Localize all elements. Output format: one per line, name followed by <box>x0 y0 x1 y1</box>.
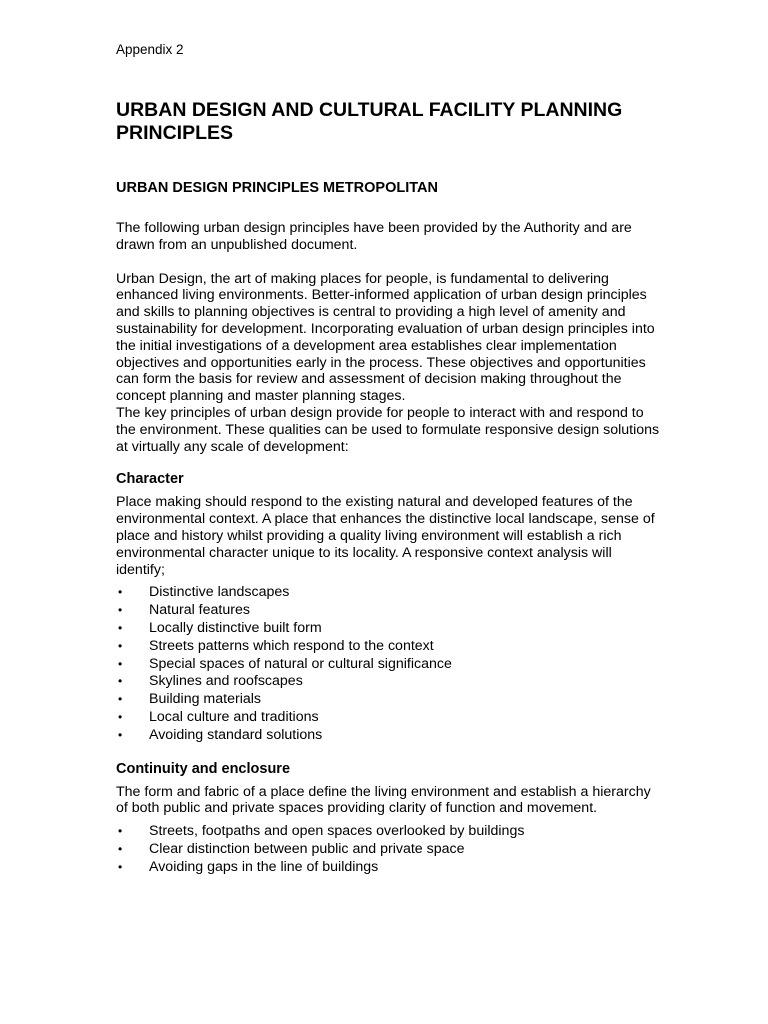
bullet-icon: • <box>118 824 123 839</box>
list-item: • Distinctive landscapes <box>118 584 290 601</box>
bullet-icon: • <box>118 692 123 707</box>
bullet-icon: • <box>118 620 123 635</box>
character-heading: Character <box>116 471 184 488</box>
list-item: • Clear distinction between public and private space <box>118 840 465 857</box>
character-paragraph: Place making should respond to the existing natural and developed features of the environmental context. A place that enhances the distinctive local landscape, sense of place and history whilst providing a quality living environment will establish a rich environmental character unique to its locality. A responsive context analysis will identify; <box>116 494 655 578</box>
appendix-label: Appendix 2 <box>116 42 184 57</box>
bullet-icon: • <box>118 656 123 671</box>
list-item: • Building materials <box>118 691 261 708</box>
list-item: • Natural features <box>118 602 250 619</box>
bullet-icon: • <box>118 674 123 689</box>
bullet-icon: • <box>118 859 123 874</box>
character-bullet-list <box>116 584 661 744</box>
list-item: • Skylines and roofscapes <box>118 673 303 690</box>
bullet-icon: • <box>118 603 123 618</box>
list-item: • Streets patterns which respond to the context <box>118 637 434 654</box>
document-page <box>116 41 661 877</box>
key-principles-paragraph: The key principles of urban design provide for people to interact with and respond to the environment. These qualities can be used to formulate responsive design solutions at virtually any scale of development: <box>116 404 660 455</box>
bullet-icon: • <box>118 585 123 600</box>
list-item: • Avoiding standard solutions <box>118 726 323 743</box>
continuity-paragraph: The form and fabric of a place define the living environment and establish a hierarchy of both public and private spaces providing clarity of function and movement. <box>116 783 651 817</box>
list-item: • Locally distinctive built form <box>118 619 322 636</box>
list-item: • Streets, footpaths and open spaces overlooked by buildings <box>118 823 525 840</box>
section-title: URBAN DESIGN PRINCIPLES METROPOLITAN <box>116 180 438 196</box>
document-title: URBAN DESIGN AND CULTURAL FACILITY PLANNING PRINCIPLES <box>116 99 623 144</box>
continuity-bullet-list <box>116 823 661 876</box>
bullet-icon: • <box>118 638 123 653</box>
bullet-icon: • <box>118 841 123 856</box>
list-item: • Local culture and traditions <box>118 708 319 725</box>
list-item: • Special spaces of natural or cultural significance <box>118 655 452 672</box>
list-item: • Avoiding gaps in the line of buildings <box>118 858 379 875</box>
bullet-icon: • <box>118 709 123 724</box>
intro-paragraph: The following urban design principles have been provided by the Authority and are drawn from an unpublished document. <box>116 220 632 253</box>
bullet-icon: • <box>118 727 123 742</box>
continuity-heading: Continuity and enclosure <box>116 760 291 777</box>
urban-design-paragraph: Urban Design, the art of making places for people, is fundamental to delivering enhanced living environments. Better-informed application of urban design principles and skills to planning objectives is central to providing a high level of amenity and sustainability for development. Incorporating evaluation of urban design principles into the initial investigations of a development area establishes clear implementation objectives and opportunities early in the process. These objectives and opportunities can form the basis for review and assessment of decision making throughout the concept planning and master planning stages. <box>116 270 655 405</box>
